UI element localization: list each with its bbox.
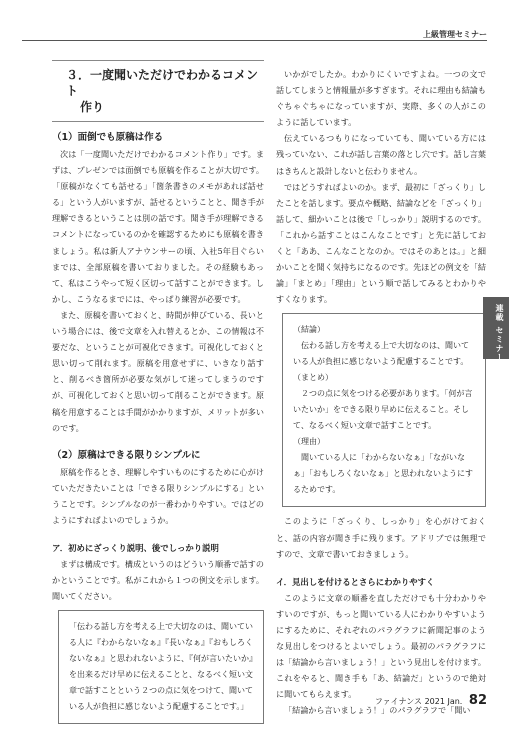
header-rule bbox=[22, 40, 487, 41]
example-quote-text: 「伝わる話し方を考える上で大切なのは、聞いている人に『わからないなぁ』『長いなぁ』『おもしろくないなぁ』と思われないように、『何が言いたいか』を出来るだけ早めに伝えることと、なるべく短い文章で話すことという２つの点に気をつけて、聞いている人が負担に感じないよう配慮することです。」 bbox=[69, 622, 253, 712]
paragraph: このように「ざっくり、しっかり」を心がけておくと、話の内容が聞き手に残ります。アドリブでは無理ですので、文章で書いておきましょう。 bbox=[276, 516, 486, 559]
section-heading-box bbox=[52, 60, 264, 122]
subheading-1: （1）面倒でも原稿は作る bbox=[52, 132, 164, 143]
restructured-example-box bbox=[282, 313, 486, 507]
series-label: 上級管理セミナー bbox=[423, 30, 487, 39]
box-label-reason: （理由） bbox=[293, 437, 325, 447]
paragraph: 「結論から言いましょう！」のパラグラフで「聞い bbox=[284, 705, 471, 716]
subheading-a: ア．初めにざっくり説明、後でしっかり説明 bbox=[52, 543, 219, 554]
paragraph: 原稿を作るとき、理解しやすいものにするために心がけていただきたいことは「できる限りシンプルにする」ということです。シンプルなのが一番わかりやすい。ではどのようにすればよいのでしょうか。 bbox=[52, 466, 264, 525]
paragraph: また、原稿を書いておくと、時間が伸びている、長いという場合には、後で文章を入れ替えるとか、この情報は不要だな、ということが可視化できます。可視化しておくと思い切って削れます。原稿を用意せずに、いきなり話すと、削るべき箇所が必要な気がして迷ってしまうのですが、可視化しておくと思い切って削ることができます。原稿を用意することは手間がかかりますが、メリットが多いのです。 bbox=[52, 309, 264, 433]
section-title-line-2: 作り bbox=[80, 100, 105, 114]
subheading-2: （2）原稿はできる限りシンプルに bbox=[52, 449, 201, 461]
section-title bbox=[56, 67, 264, 115]
box-body-summary: ２つの点に気をつける必要があります。「何が言いたいか」をできる限り早めに伝えること。そして、なるべく短い文章で話すことです。 bbox=[293, 389, 473, 431]
paragraph: いかがでしたか。わかりにくいですよね。一つの文で話してしまうと情報量が多すぎます。それに理由も結論もぐちゃぐちゃになっていますが、実際、多くの人がこのように話しています。 bbox=[276, 69, 486, 128]
paragraph: ではどうすればよいのか。まず、最初に「ざっくり」したことを話します。要点や概略、結論などを「ざっくり」話して、細かいことは後で「しっかり」説明するのです。「これから話すことはこんなことです」と先に話しておくと「ああ、こんなことなのか。ではそのあとは。」と細かいことを聞く気持ちになるのです。先ほどの例文を「結論」「まとめ」「理由」という順で話してみるとわかりやすくなります。 bbox=[276, 181, 486, 305]
paragraph: 次は「一度聞いただけでわかるコメント作り」です。まずは、プレゼンでは面倒でも原稿を作ることが大切です。「原稿がなくても話せる」「箇条書きのメモがあれば話せる」という人がいますが、話せるということと、聞き手が理解できるということは別の話です。聞き手が理解できるコメントになっているのかを確認するためにも原稿を書きましょう。私は新人アナウンサーの頃、入社5年目ぐらいまでは、全部原稿を書いておりました。その経験もあって、私はこうやって短く区切って話すことができます。しかし、こうなるまでには、やっぱり練習が必要です。 bbox=[52, 149, 264, 304]
section-title-line-1: ３．一度聞いただけでわかるコメント bbox=[66, 68, 259, 98]
example-quote-box bbox=[58, 610, 264, 724]
box-body-conclusion: 伝わる話し方を考える上で大切なのは、聞いている人が負担に感じないよう配慮することです。 bbox=[293, 341, 469, 367]
page-footer bbox=[375, 693, 487, 708]
paragraph: 伝えているつもりになっていても、聞いている方には残っていない、これが話し言葉の落とし穴です。話し言葉はきちんと設計しないと伝わりません。 bbox=[276, 133, 486, 176]
page-header bbox=[0, 0, 509, 40]
footer-magazine: ファイナンス 2021 Jan. bbox=[374, 697, 463, 706]
right-column bbox=[276, 66, 486, 718]
page-number: 82 bbox=[468, 693, 487, 708]
paragraph: このように文章の順番を直しただけでも十分わかりやすいのですが、もっと聞いている人にわかりやすいようにするために、それぞれのパラグラフに新聞記事のような見出しをつけるとよいでしょう。最初のパラグラフには「結論から言いましょう！」という見出しを付けます。これをやると、聞き手も「あ、結論だ」というので絶対に聞いてもらえます。 bbox=[276, 592, 486, 700]
left-column bbox=[52, 60, 264, 730]
side-tab-label: 連載 セミナー bbox=[495, 304, 504, 362]
box-label-summary: （まとめ） bbox=[293, 373, 333, 383]
subheading-i: イ．見出しを付けるとさらにわかりやすく bbox=[276, 576, 435, 587]
paragraph: まずは構成です。構成というのはどういう順番で話すのかということです。私がこれから１つの例文を示します。聞いてください。 bbox=[52, 559, 264, 602]
box-body-reason: 聞いている人に「わからないなぁ」「ながいなぁ」「おもしろくないなぁ」と思われないようにするためです。 bbox=[293, 453, 473, 495]
box-label-conclusion: （結論） bbox=[293, 325, 325, 335]
